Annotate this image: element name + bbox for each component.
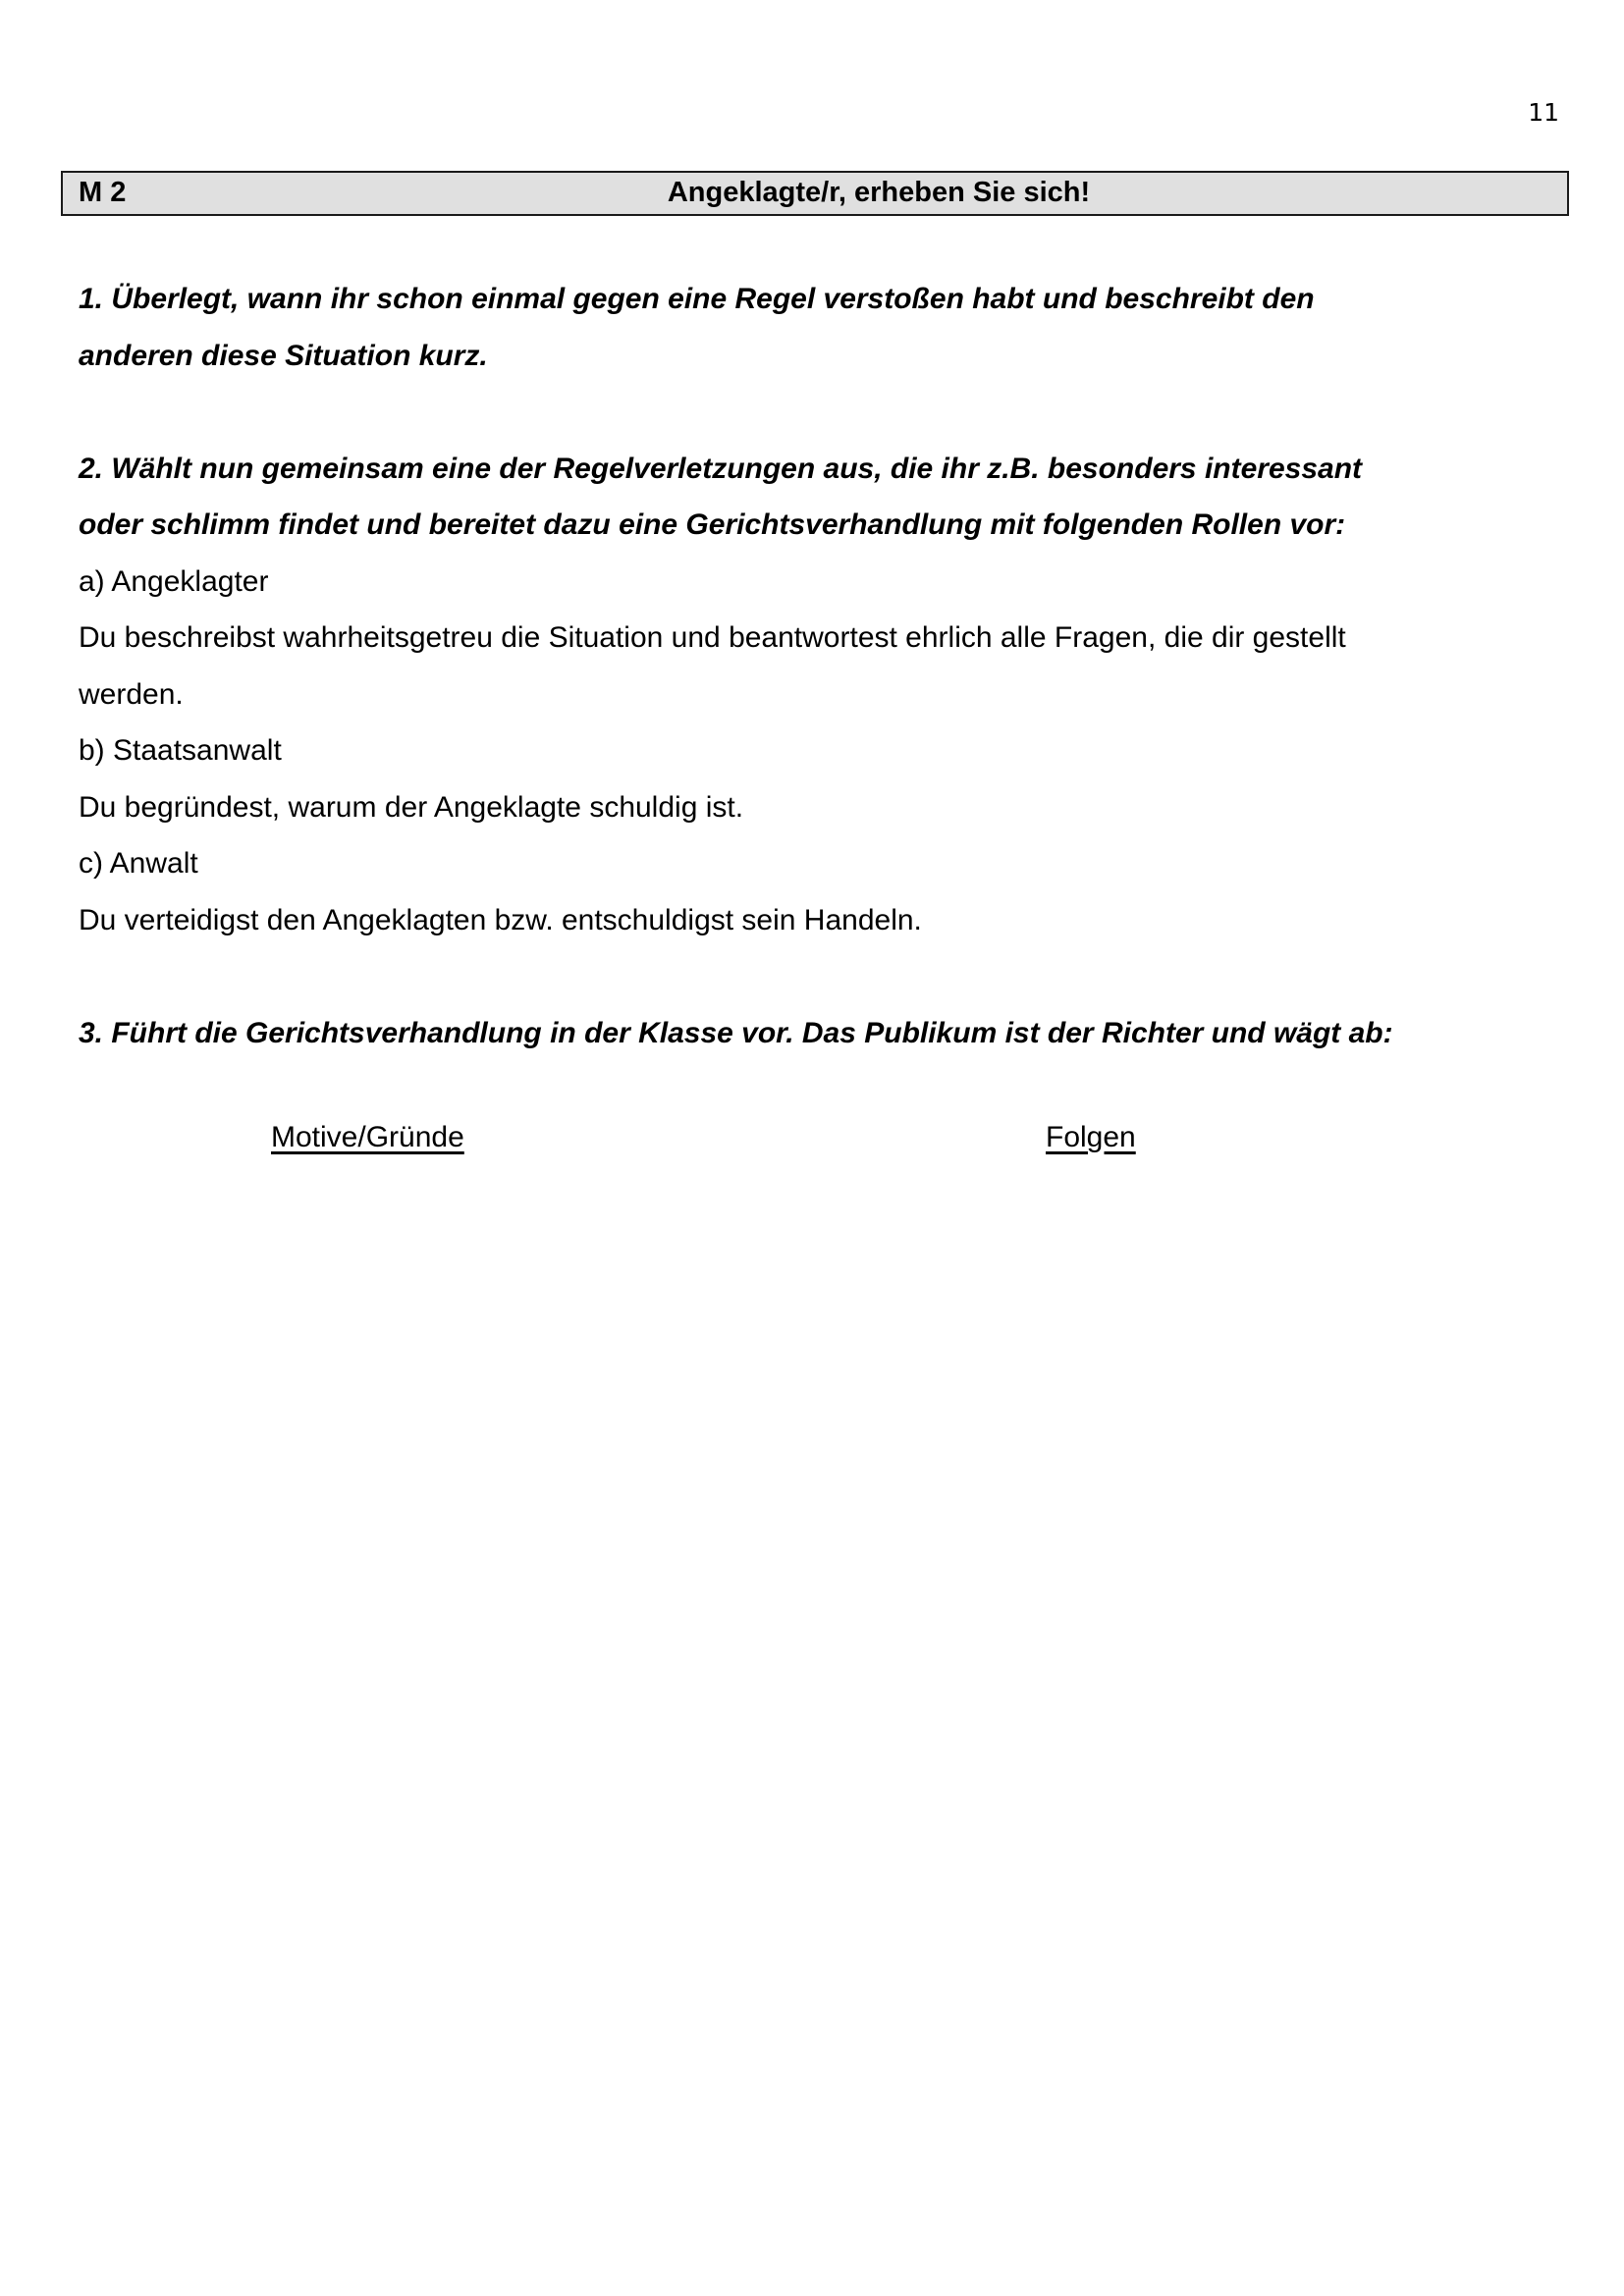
task-1-line-2: anderen diese Situation kurz. [79,339,488,372]
column-heading-motives: Motive/Gründe [271,1121,464,1153]
role-description: Du begründest, warum der Angeklagte schuldig ist. [79,790,744,824]
task-3-line-1: 3. Führt die Gerichtsverhandlung in der Klasse vor. Das Publikum ist der Richter und wägt ab: [79,1016,1393,1049]
spacer [79,384,1571,441]
task-3 [79,1005,1571,1062]
task-2-line-1: 2. Wählt nun gemeinsam eine der Regelverletzungen aus, die ihr z.B. besonders interessant [79,452,1363,485]
worksheet-header [61,171,1569,216]
role-description: Du beschreibst wahrheitsgetreu die Situation und beantwortest ehrlich alle Fragen, die dir gestellt [79,621,1346,654]
task-1-line-1: 1. Überlegt, wann ihr schon einmal gegen eine Regel verstoßen habt und beschreibt den [79,283,1315,315]
task-2 [79,441,1571,949]
spacer [79,948,1571,1005]
role-label: b) Staatsanwalt [79,734,282,767]
worksheet-title: Angeklagte/r, erheben Sie sich! [667,177,1091,208]
role-defendant [79,554,1571,723]
worksheet-body [79,271,1571,1061]
role-description: Du verteidigst den Angeklagten bzw. entschuldigst sein Handeln. [79,903,922,936]
role-lawyer [79,835,1571,948]
role-prosecutor [79,722,1571,835]
role-label: a) Angeklagter [79,564,269,598]
task-2-line-2: oder schlimm findet und bereitet dazu eine Gerichtsverhandlung mit folgenden Rollen vor: [79,508,1346,541]
role-label: c) Anwalt [79,847,198,880]
column-heading-consequences: Folgen [1046,1121,1136,1153]
role-description: werden. [79,677,184,711]
task-1 [79,271,1571,384]
page-number: 11 [1528,98,1559,127]
material-code: M 2 [79,177,127,208]
